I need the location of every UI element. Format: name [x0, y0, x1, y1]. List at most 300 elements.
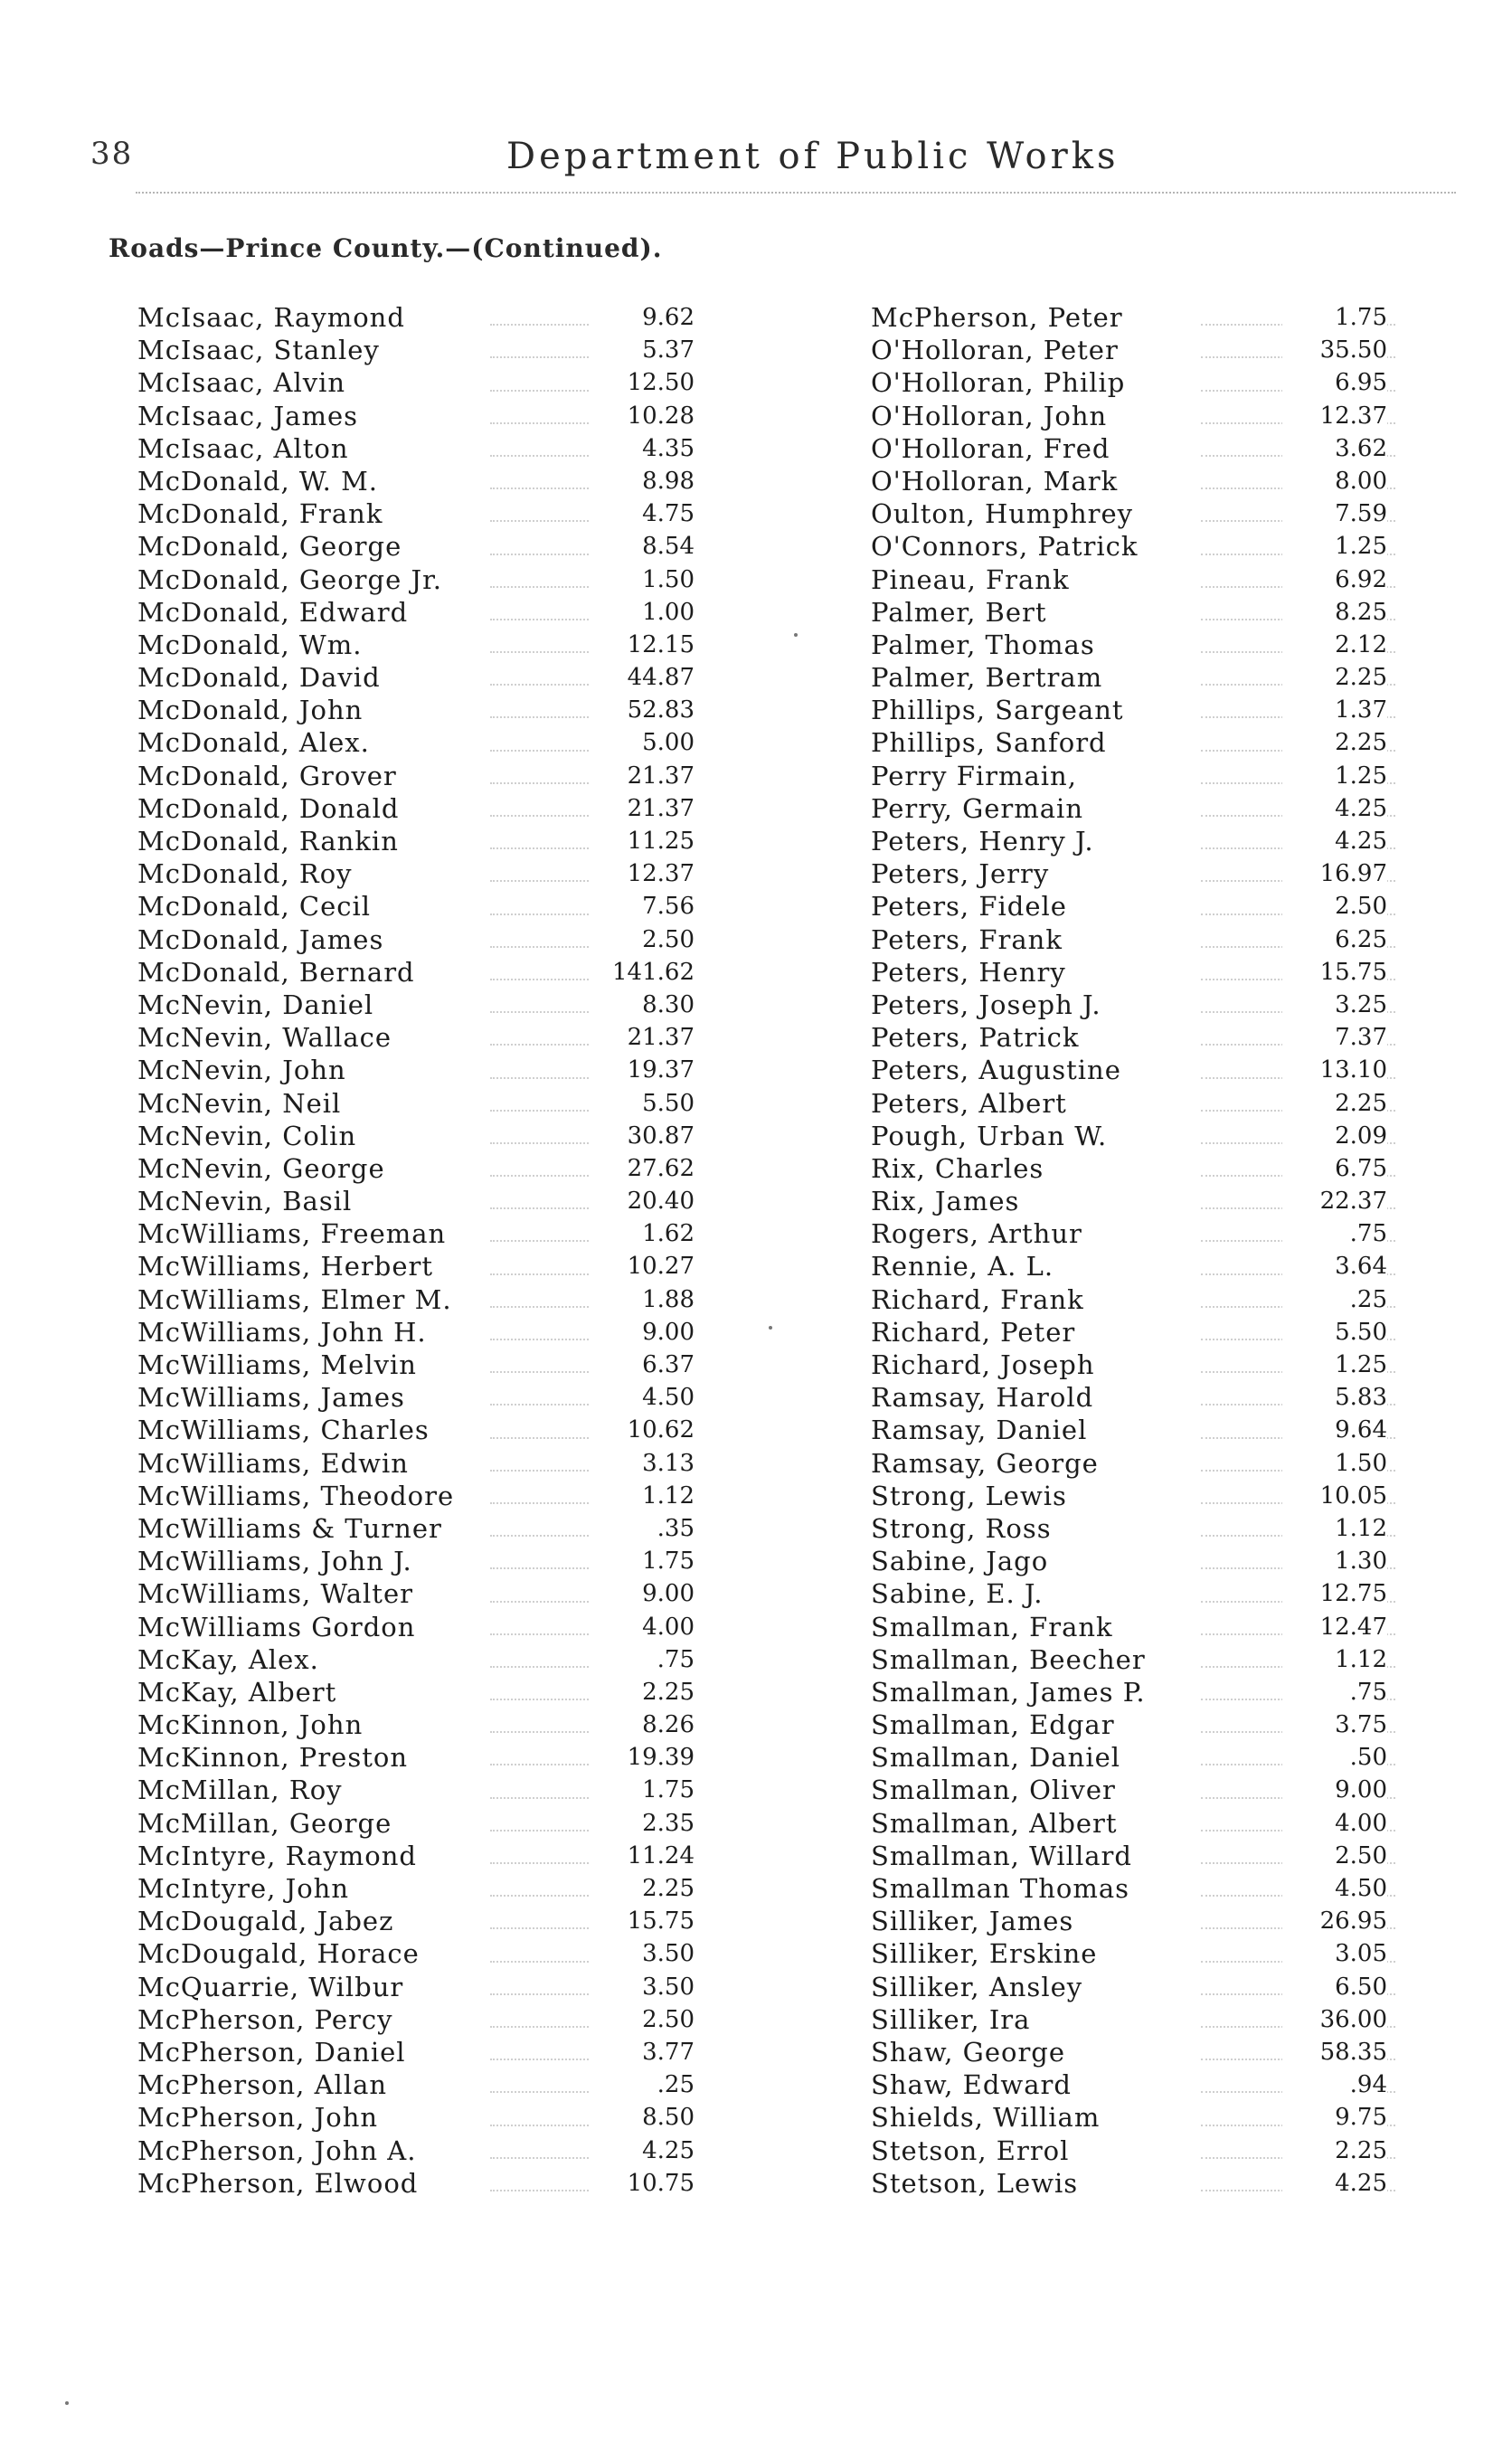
- payee-name: McWilliams, Walter: [137, 1577, 421, 1610]
- list-item: [871, 596, 1427, 629]
- list-item: [137, 956, 695, 989]
- payee-name: Rix, James: [871, 1185, 1026, 1217]
- payee-name: Rennie, A. L.: [871, 1250, 1061, 1283]
- payment-amount: 6.92: [1282, 563, 1387, 596]
- list-item: [137, 497, 695, 530]
- list-item: [137, 1840, 695, 1872]
- payment-amount: .35: [590, 1512, 695, 1545]
- list-item: [871, 726, 1427, 759]
- payment-amount: 5.37: [590, 334, 695, 366]
- list-item: [871, 1807, 1427, 1840]
- list-item: [871, 1741, 1427, 1774]
- payment-amount: 12.37: [1282, 400, 1387, 432]
- list-item: [871, 2036, 1427, 2068]
- payee-name: McWilliams, Herbert: [137, 1250, 440, 1283]
- list-item: [137, 760, 695, 792]
- list-item: [871, 1545, 1427, 1577]
- list-item: [137, 1872, 695, 1905]
- payee-name: Rogers, Arthur: [871, 1217, 1090, 1250]
- payment-amount: 1.12: [1282, 1512, 1387, 1545]
- list-item: [871, 563, 1427, 596]
- payee-name: Smallman, James P.: [871, 1676, 1153, 1708]
- list-item: [137, 400, 695, 432]
- payee-name: Pough, Urban W.: [871, 1120, 1114, 1152]
- payee-name: O'Holloran, Fred: [871, 432, 1117, 465]
- payment-amount: 2.25: [1282, 726, 1387, 759]
- payee-name: Strong, Ross: [871, 1512, 1059, 1545]
- payment-amount: 5.83: [1282, 1381, 1387, 1414]
- list-item: [871, 1643, 1427, 1676]
- payee-name: Perry, Germain: [871, 792, 1091, 825]
- list-item: [137, 726, 695, 759]
- payee-name: Peters, Henry J.: [871, 825, 1101, 857]
- payment-amount: 16.97: [1282, 857, 1387, 890]
- payment-amount: 4.75: [590, 497, 695, 530]
- payee-name: McMillan, Roy: [137, 1774, 350, 1806]
- payment-amount: 141.62: [590, 956, 695, 989]
- list-item: [871, 301, 1427, 334]
- payee-name: McNevin, George: [137, 1152, 392, 1185]
- payment-amount: 3.62: [1282, 432, 1387, 465]
- payee-name: Smallman, Daniel: [871, 1741, 1128, 1774]
- payment-amount: 10.62: [590, 1414, 695, 1446]
- list-item: [871, 1480, 1427, 1512]
- payee-name: McWilliams & Turner: [137, 1512, 449, 1545]
- payment-amount: 9.00: [590, 1316, 695, 1349]
- payment-amount: .25: [590, 2068, 695, 2101]
- payee-name: Ramsay, Harold: [871, 1381, 1101, 1414]
- payee-name: McWilliams, Freeman: [137, 1217, 453, 1250]
- list-item: [137, 1414, 695, 1446]
- payment-amount: 1.25: [1282, 530, 1387, 563]
- payment-amount: 19.39: [590, 1741, 695, 1774]
- payment-amount: 2.35: [590, 1807, 695, 1840]
- payment-amount: 7.37: [1282, 1021, 1387, 1054]
- payment-amount: 8.25: [1282, 596, 1387, 629]
- list-item: [137, 432, 695, 465]
- payment-amount: 5.50: [1282, 1316, 1387, 1349]
- payee-name: McDonald, George Jr.: [137, 563, 449, 596]
- payee-name: McDonald, Wm.: [137, 629, 369, 661]
- payee-name: McKinnon, John: [137, 1708, 370, 1741]
- payment-amount: 9.75: [1282, 2101, 1387, 2134]
- payee-name: O'Holloran, Philip: [871, 366, 1132, 399]
- payee-name: McDonald, Alex.: [137, 726, 377, 759]
- list-item: [137, 2167, 695, 2200]
- list-item: [871, 792, 1427, 825]
- payment-amount: 10.75: [590, 2167, 695, 2200]
- list-item: [137, 1217, 695, 1250]
- payee-name: Smallman, Edgar: [871, 1708, 1122, 1741]
- list-item: [871, 629, 1427, 661]
- list-item: [871, 334, 1427, 366]
- payee-name: Peters, Fidele: [871, 890, 1074, 923]
- list-item: [137, 857, 695, 890]
- payee-name: McDonald, W. M.: [137, 465, 385, 497]
- payee-name: Peters, Augustine: [871, 1054, 1129, 1086]
- payee-name: McNevin, Neil: [137, 1087, 348, 1120]
- list-item: [137, 1447, 695, 1480]
- payee-name: Peters, Joseph J.: [871, 989, 1109, 1021]
- payment-amount: 12.75: [1282, 1577, 1387, 1610]
- payee-name: Silliker, Ansley: [871, 1971, 1090, 2003]
- payee-name: McIntyre, Raymond: [137, 1840, 424, 1872]
- payment-amount: 4.00: [1282, 1807, 1387, 1840]
- list-item: [871, 857, 1427, 890]
- list-item: [871, 1676, 1427, 1708]
- list-item: [871, 890, 1427, 923]
- payee-name: Peters, Jerry: [871, 857, 1056, 890]
- payment-amount: 36.00: [1282, 2003, 1387, 2036]
- list-item: [137, 465, 695, 497]
- payment-amount: 1.75: [1282, 301, 1387, 334]
- header-rule: [136, 192, 1456, 194]
- payment-amount: 3.25: [1282, 989, 1387, 1021]
- list-item: [871, 1316, 1427, 1349]
- payment-amount: 21.37: [590, 1021, 695, 1054]
- list-item: [137, 1152, 695, 1185]
- list-item: [137, 2101, 695, 2134]
- payment-amount: 3.77: [590, 2036, 695, 2068]
- list-item: [871, 465, 1427, 497]
- payee-name: Shields, William: [871, 2101, 1107, 2134]
- payee-name: McPherson, Allan: [137, 2068, 394, 2101]
- list-item: [137, 1708, 695, 1741]
- payee-name: McWilliams Gordon: [137, 1611, 422, 1643]
- payee-name: McKay, Albert: [137, 1676, 344, 1708]
- list-item: [871, 1250, 1427, 1283]
- payee-name: Richard, Frank: [871, 1283, 1091, 1316]
- payment-amount: 27.62: [590, 1152, 695, 1185]
- payee-name: Oulton, Humphrey: [871, 497, 1140, 530]
- payment-amount: 7.56: [590, 890, 695, 923]
- list-item: [137, 596, 695, 629]
- payee-name: McDonald, Grover: [137, 760, 404, 792]
- payee-name: Stetson, Lewis: [871, 2167, 1085, 2200]
- payment-amount: 10.05: [1282, 1480, 1387, 1512]
- list-item: [137, 530, 695, 563]
- payment-amount: 8.30: [590, 989, 695, 1021]
- payee-name: Smallman Thomas: [871, 1872, 1137, 1905]
- payment-amount: 35.50: [1282, 334, 1387, 366]
- list-item: [137, 301, 695, 334]
- payment-amount: 1.62: [590, 1217, 695, 1250]
- list-item: [137, 1480, 695, 1512]
- list-item: [137, 1349, 695, 1381]
- payee-name: Shaw, Edward: [871, 2068, 1079, 2101]
- payee-name: McNevin, Basil: [137, 1185, 359, 1217]
- payment-amount: 8.98: [590, 465, 695, 497]
- list-item: [871, 1152, 1427, 1185]
- payee-name: Perry Firmain,: [871, 760, 1084, 792]
- list-item: [137, 825, 695, 857]
- list-item: [871, 1937, 1427, 1970]
- speck-mark: [769, 1326, 772, 1330]
- payee-name: Smallman, Willard: [871, 1840, 1139, 1872]
- payment-amount: 4.25: [590, 2134, 695, 2167]
- payment-amount: 4.00: [590, 1611, 695, 1643]
- payment-amount: 19.37: [590, 1054, 695, 1086]
- payee-name: McPherson, Elwood: [137, 2167, 425, 2200]
- payee-name: Silliker, James: [871, 1905, 1081, 1937]
- payment-amount: .75: [1282, 1217, 1387, 1250]
- list-item: [137, 792, 695, 825]
- list-item: [871, 1283, 1427, 1316]
- payee-name: McIsaac, Alton: [137, 432, 356, 465]
- payee-name: McPherson, John A.: [137, 2134, 423, 2167]
- payment-amount: 12.37: [590, 857, 695, 890]
- list-item: [137, 694, 695, 726]
- payee-name: McDonald, Edward: [137, 596, 415, 629]
- payee-name: McWilliams, John J.: [137, 1545, 420, 1577]
- payee-name: McWilliams, James: [137, 1381, 412, 1414]
- payment-amount: 44.87: [590, 661, 695, 694]
- payment-amount: 3.64: [1282, 1250, 1387, 1283]
- list-item: [137, 1021, 695, 1054]
- payee-name: McWilliams, John H.: [137, 1316, 434, 1349]
- speck-mark: [794, 633, 798, 637]
- payee-name: McDougald, Horace: [137, 1937, 427, 1970]
- list-item: [137, 629, 695, 661]
- list-item: [137, 1250, 695, 1283]
- payee-name: O'Holloran, Peter: [871, 334, 1126, 366]
- payment-amount: 3.05: [1282, 1937, 1387, 1970]
- payee-name: McNevin, Colin: [137, 1120, 364, 1152]
- payee-name: McMillan, George: [137, 1807, 399, 1840]
- payee-name: Peters, Albert: [871, 1087, 1074, 1120]
- list-item: [137, 1283, 695, 1316]
- payment-amount: 2.25: [590, 1872, 695, 1905]
- payment-amount: 2.50: [590, 2003, 695, 2036]
- list-item: [871, 1447, 1427, 1480]
- payee-name: Palmer, Thomas: [871, 629, 1102, 661]
- payee-name: McPherson, Peter: [871, 301, 1130, 334]
- list-item: [137, 989, 695, 1021]
- payment-amount: 4.50: [590, 1381, 695, 1414]
- list-item: [137, 1381, 695, 1414]
- payee-name: Smallman, Frank: [871, 1611, 1120, 1643]
- list-item: [137, 1316, 695, 1349]
- payee-name: Strong, Lewis: [871, 1480, 1074, 1512]
- list-item: [871, 2068, 1427, 2101]
- payment-amount: .75: [1282, 1676, 1387, 1708]
- payment-amount: 30.87: [590, 1120, 695, 1152]
- payment-amount: 52.83: [590, 694, 695, 726]
- list-item: [871, 1054, 1427, 1086]
- payee-name: Phillips, Sargeant: [871, 694, 1131, 726]
- page-title: Department of Public Works: [506, 136, 1120, 177]
- list-item: [137, 366, 695, 399]
- payment-amount: 26.95: [1282, 1905, 1387, 1937]
- list-item: [871, 2003, 1427, 2036]
- list-item: [871, 1381, 1427, 1414]
- payment-amount: 6.75: [1282, 1152, 1387, 1185]
- list-item: [137, 2003, 695, 2036]
- list-item: [137, 334, 695, 366]
- payment-amount: 6.95: [1282, 366, 1387, 399]
- payment-amount: 2.12: [1282, 629, 1387, 661]
- left-column-list: [137, 301, 695, 2200]
- list-item: [137, 1807, 695, 1840]
- payment-amount: 4.25: [1282, 825, 1387, 857]
- list-item: [871, 923, 1427, 956]
- payment-amount: 6.50: [1282, 1971, 1387, 2003]
- payee-name: McKinnon, Preston: [137, 1741, 415, 1774]
- payment-amount: 6.25: [1282, 923, 1387, 956]
- page-number: 38: [90, 136, 134, 172]
- list-item: [137, 1087, 695, 1120]
- list-item: [871, 1021, 1427, 1054]
- list-item: [137, 1905, 695, 1937]
- payee-name: McNevin, Daniel: [137, 989, 381, 1021]
- list-item: [871, 1577, 1427, 1610]
- payment-amount: 3.50: [590, 1971, 695, 2003]
- payment-amount: 1.30: [1282, 1545, 1387, 1577]
- payee-name: O'Connors, Patrick: [871, 530, 1146, 563]
- payment-amount: 3.75: [1282, 1708, 1387, 1741]
- list-item: [871, 1120, 1427, 1152]
- list-item: [137, 1774, 695, 1806]
- list-item: [871, 1185, 1427, 1217]
- list-item: [871, 1087, 1427, 1120]
- list-item: [137, 923, 695, 956]
- payment-amount: 1.12: [1282, 1643, 1387, 1676]
- list-item: [137, 1054, 695, 1086]
- list-item: [871, 2134, 1427, 2167]
- payment-amount: 8.00: [1282, 465, 1387, 497]
- payee-name: Smallman, Oliver: [871, 1774, 1123, 1806]
- list-item: [871, 530, 1427, 563]
- payment-amount: .25: [1282, 1283, 1387, 1316]
- payee-name: Stetson, Errol: [871, 2134, 1076, 2167]
- payment-amount: 1.75: [590, 1774, 695, 1806]
- list-item: [871, 760, 1427, 792]
- payment-amount: 4.25: [1282, 2167, 1387, 2200]
- list-item: [871, 956, 1427, 989]
- list-item: [137, 1741, 695, 1774]
- payee-name: Peters, Patrick: [871, 1021, 1086, 1054]
- list-item: [137, 563, 695, 596]
- payment-amount: .75: [590, 1643, 695, 1676]
- payee-name: McWilliams, Edwin: [137, 1447, 416, 1480]
- payee-name: Peters, Frank: [871, 923, 1070, 956]
- payment-amount: 1.25: [1282, 760, 1387, 792]
- payment-amount: 3.13: [590, 1447, 695, 1480]
- payee-name: Peters, Henry: [871, 956, 1073, 989]
- payee-name: McDonald, Frank: [137, 497, 390, 530]
- list-item: [137, 1120, 695, 1152]
- payee-name: McDonald, Donald: [137, 792, 406, 825]
- payment-amount: 21.37: [590, 760, 695, 792]
- payee-name: McPherson, Percy: [137, 2003, 400, 2036]
- payment-amount: 12.15: [590, 629, 695, 661]
- payee-name: Sabine, Jago: [871, 1545, 1055, 1577]
- payee-name: McDonald, Bernard: [137, 956, 422, 989]
- payment-amount: 2.25: [590, 1676, 695, 1708]
- payment-amount: 1.37: [1282, 694, 1387, 726]
- list-item: [871, 2101, 1427, 2134]
- list-item: [137, 1185, 695, 1217]
- payee-name: McQuarrie, Wilbur: [137, 1971, 411, 2003]
- list-item: [871, 432, 1427, 465]
- payment-amount: 9.00: [1282, 1774, 1387, 1806]
- list-item: [137, 1512, 695, 1545]
- payee-name: McWilliams, Melvin: [137, 1349, 424, 1381]
- payment-amount: .50: [1282, 1741, 1387, 1774]
- payment-amount: 3.50: [590, 1937, 695, 1970]
- list-item: [871, 366, 1427, 399]
- list-item: [137, 2068, 695, 2101]
- payment-amount: 22.37: [1282, 1185, 1387, 1217]
- payee-name: McIntyre, John: [137, 1872, 356, 1905]
- payee-name: Shaw, George: [871, 2036, 1073, 2068]
- payment-amount: 1.50: [590, 563, 695, 596]
- list-item: [871, 400, 1427, 432]
- payee-name: Pineau, Frank: [871, 563, 1077, 596]
- list-item: [137, 2036, 695, 2068]
- list-item: [137, 1971, 695, 2003]
- payment-amount: 7.59: [1282, 497, 1387, 530]
- payee-name: Richard, Peter: [871, 1316, 1082, 1349]
- payment-amount: 12.50: [590, 366, 695, 399]
- list-item: [871, 1840, 1427, 1872]
- payee-name: Palmer, Bert: [871, 596, 1054, 629]
- payee-name: McDonald, George: [137, 530, 409, 563]
- payment-amount: 5.00: [590, 726, 695, 759]
- payment-amount: 4.25: [1282, 792, 1387, 825]
- page-header: [90, 136, 1465, 190]
- payment-amount: 11.24: [590, 1840, 695, 1872]
- payment-amount: 1.75: [590, 1545, 695, 1577]
- payment-amount: 8.26: [590, 1708, 695, 1741]
- payee-name: McPherson, Daniel: [137, 2036, 413, 2068]
- payee-name: Palmer, Bertram: [871, 661, 1110, 694]
- list-item: [871, 661, 1427, 694]
- right-column-list: [871, 301, 1427, 2200]
- payment-amount: 5.50: [590, 1087, 695, 1120]
- payee-name: McDonald, Cecil: [137, 890, 378, 923]
- payment-amount: 58.35: [1282, 2036, 1387, 2068]
- payment-amount: 1.50: [1282, 1447, 1387, 1480]
- payee-name: McIsaac, James: [137, 400, 365, 432]
- list-item: [871, 1217, 1427, 1250]
- list-item: [871, 1971, 1427, 2003]
- payee-name: McPherson, John: [137, 2101, 385, 2134]
- list-item: [137, 1676, 695, 1708]
- payment-amount: 2.25: [1282, 1087, 1387, 1120]
- payee-name: McIsaac, Raymond: [137, 301, 412, 334]
- payment-amount: 20.40: [590, 1185, 695, 1217]
- list-item: [871, 1774, 1427, 1806]
- payee-name: McNevin, John: [137, 1054, 354, 1086]
- payee-name: McWilliams, Theodore: [137, 1480, 461, 1512]
- payee-name: Smallman, Beecher: [871, 1643, 1153, 1676]
- list-item: [871, 1512, 1427, 1545]
- payment-amount: 10.27: [590, 1250, 695, 1283]
- list-item: [871, 2167, 1427, 2200]
- list-item: [137, 1577, 695, 1610]
- payment-amount: 1.88: [590, 1283, 695, 1316]
- payee-name: McKay, Alex.: [137, 1643, 326, 1676]
- list-item: [137, 661, 695, 694]
- payee-name: McDonald, Roy: [137, 857, 360, 890]
- speck-mark: [65, 2401, 69, 2405]
- payment-amount: 1.25: [1282, 1349, 1387, 1381]
- payment-amount: 2.50: [1282, 890, 1387, 923]
- payee-name: McWilliams, Charles: [137, 1414, 437, 1446]
- payment-amount: 8.54: [590, 530, 695, 563]
- payee-name: Ramsay, Daniel: [871, 1414, 1094, 1446]
